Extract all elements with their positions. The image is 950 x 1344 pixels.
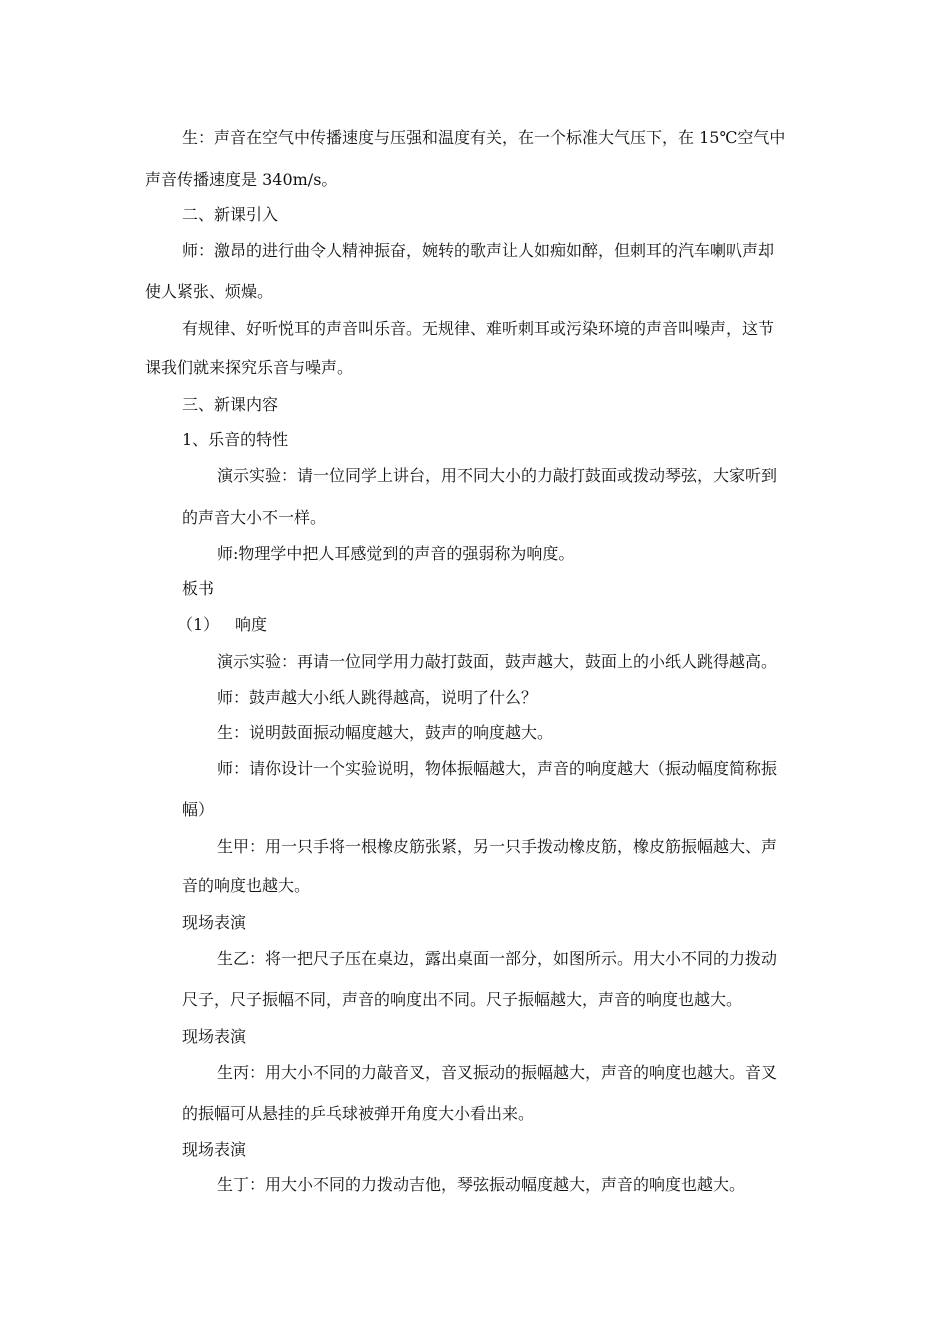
- numbered-item: [177, 615, 267, 635]
- subsection-heading: 1、乐音的特性: [182, 430, 289, 449]
- paragraph-line: 生乙：将一把尺子压在桌边，露出桌面一部分，如图所示。用大小不同的力拨动: [217, 949, 778, 968]
- paragraph-line: 的振幅可从悬挂的乒乓球被弹开角度大小看出来。: [182, 1104, 535, 1123]
- paragraph-line: 声音传播速度是 340m/s。: [145, 170, 338, 189]
- blackboard-label: 板书: [182, 579, 215, 598]
- paragraph-line: 演示实验：请一位同学上讲台，用不同大小的力敲打鼓面或拨动琴弦，大家听到: [217, 466, 778, 485]
- paragraph-line: 幅）: [182, 800, 215, 819]
- paragraph-line: 生丁：用大小不同的力拨动吉他，琴弦振动幅度越大，声音的响度也越大。: [217, 1175, 746, 1194]
- section-heading: 三、新课内容: [182, 395, 279, 414]
- paragraph-line: 生丙：用大小不同的力敲音叉，音叉振动的振幅越大，声音的响度也越大。音叉: [217, 1063, 778, 1082]
- paragraph-line: 有规律、好听悦耳的声音叫乐音。无规律、难听刺耳或污染环境的声音叫噪声，这节: [182, 319, 775, 338]
- section-heading: 二、新课引入: [182, 205, 279, 224]
- paragraph-line: 使人紧张、烦燥。: [145, 282, 274, 301]
- item-label: 响度: [235, 615, 268, 634]
- paragraph-line: 音的响度也越大。: [182, 876, 311, 895]
- live-demo-label: 现场表演: [182, 1140, 247, 1159]
- paragraph-line: 演示实验：再请一位同学用力敲打鼓面，鼓声越大，鼓面上的小纸人跳得越高。: [217, 652, 778, 671]
- paragraph-line: 师：鼓声越大小纸人跳得越高，说明了什么？: [217, 688, 538, 707]
- paragraph-line: 课我们就来探究乐音与噪声。: [145, 358, 354, 377]
- live-demo-label: 现场表演: [182, 913, 247, 932]
- paragraph-line: 生：声音在空气中传播速度与压强和温度有关，在一个标准大气压下，在 15℃空气中: [182, 128, 786, 147]
- paragraph-line: 师：请你设计一个实验说明，物体振幅越大，声音的响度越大（振动幅度简称振: [217, 759, 778, 778]
- item-number: （1）: [177, 615, 220, 634]
- paragraph-line: 生甲：用一只手将一根橡皮筋张紧，另一只手拨动橡皮筋，橡皮筋振幅越大、声: [217, 837, 778, 856]
- paragraph-line: 生：说明鼓面振动幅度越大，鼓声的响度越大。: [217, 723, 554, 742]
- paragraph-line: 师:物理学中把人耳感觉到的声音的强弱称为响度。: [217, 544, 575, 563]
- paragraph-line: 的声音大小不一样。: [182, 508, 327, 527]
- paragraph-line: 尺子，尺子振幅不同，声音的响度出不同。尺子振幅越大，声音的响度也越大。: [182, 990, 743, 1009]
- paragraph-line: 师：激昂的进行曲令人精神振奋，婉转的歌声让人如痴如醉，但刺耳的汽车喇叭声却: [182, 241, 775, 260]
- live-demo-label: 现场表演: [182, 1027, 247, 1046]
